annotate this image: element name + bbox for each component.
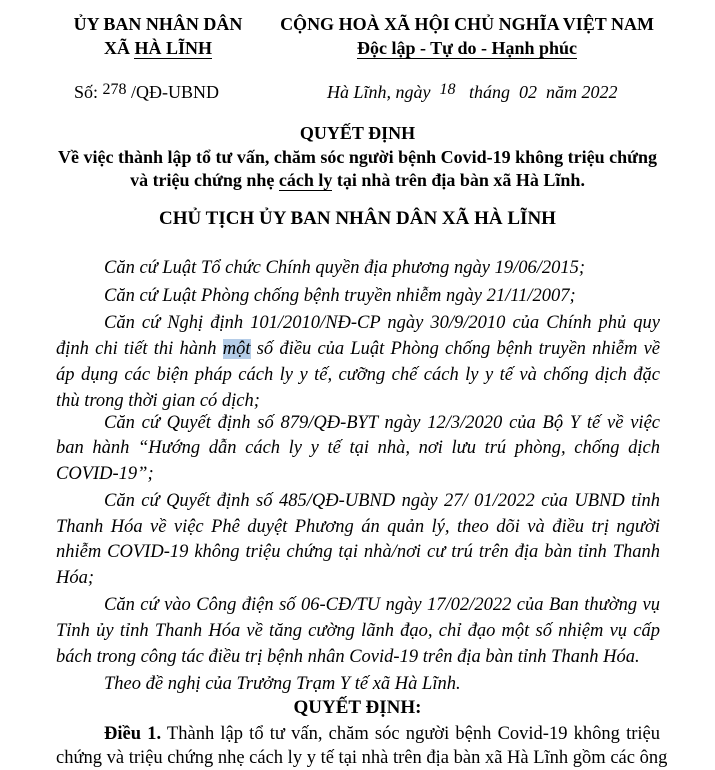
preamble-line-6: thù trong thời gian có dịch; — [56, 391, 260, 411]
preamble-line-7: Căn cứ Quyết định số 879/QĐ-BYT ngày 12/3/2020 của Bộ Y tế về việc — [104, 413, 660, 433]
preamble-line-3: Căn cứ Nghị định 101/2010/NĐ-CP ngày 30/9/2010 của Chính phủ quy — [104, 313, 660, 333]
preamble-line-8: ban hành “Hướng dẫn cách ly y tế tại nhà, nơi lưu trú phòng, chống dịch — [56, 438, 660, 458]
article-1-line-1 — [104, 722, 660, 746]
org-commune-name: HÀ LĨNH — [134, 38, 212, 58]
preamble-line-14: Căn cứ vào Công điện số 06-CĐ/TU ngày 17/02/2022 của Ban thường vụ — [104, 595, 660, 615]
document-date — [327, 82, 618, 103]
date-prefix: Hà Lĩnh, ngày — [327, 82, 431, 102]
preamble-line-5: áp dụng các biện pháp cách ly y tế, cưỡng chế cách ly y tế và chống dịch đặc — [56, 365, 660, 385]
subject-line2 — [0, 170, 715, 191]
preamble-line-17: Theo đề nghị của Trưởng Trạm Y tế xã Hà Lĩnh. — [104, 674, 461, 694]
so-number: 278 — [102, 81, 127, 98]
preamble-line-12: nhiễm COVID-19 không triệu chứng tại nhà/nơi cư trú trên địa bàn tỉnh Thanh — [56, 542, 660, 562]
nation-name: CỘNG HOÀ XÃ HỘI CHỦ NGHĨA VIỆT NAM — [280, 14, 654, 34]
org-name-line1: ỦY BAN NHÂN DÂN — [73, 14, 243, 34]
article-1-line-2: chứng và triệu chứng nhẹ cách ly y tế tại nhà trên địa bàn xã Hà Lĩnh gồm các ông — [56, 748, 668, 768]
so-label: Số: — [74, 82, 99, 102]
preamble-line-4b: số điều của Luật Phòng chống bệnh truyền nhiễm về — [250, 339, 660, 359]
preamble-line-1: Căn cứ Luật Tổ chức Chính quyền địa phương ngày 19/06/2015; — [104, 258, 586, 278]
highlighted-word: một — [222, 339, 251, 359]
preamble-line-2: Căn cứ Luật Phòng chống bệnh truyền nhiễm ngày 21/11/2007; — [104, 286, 576, 306]
subject-line1: Về việc thành lập tổ tư vấn, chăm sóc người bệnh Covid-19 không triệu chứng — [58, 147, 657, 167]
nation-motto-wrap — [272, 38, 662, 59]
preamble-line-4a: định chi tiết thi hành — [56, 339, 223, 359]
article-1-text-1: Thành lập tổ tư vấn, chăm sóc người bệnh Covid-19 không triệu — [161, 724, 660, 744]
decision-title: QUYẾT ĐỊNH — [299, 123, 416, 143]
preamble-line-13: Hóa; — [56, 568, 95, 588]
preamble-line-4 — [56, 337, 660, 361]
preamble-line-16: bách trong công tác điều trị bệnh nhân Covid-19 trên địa bàn tỉnh Thanh Hóa. — [56, 647, 640, 667]
subject-line2-c: tại nhà trên địa bàn xã Hà Lĩnh. — [332, 170, 585, 190]
date-rest: tháng 02 năm 2022 — [469, 82, 618, 102]
org-prefix: XÃ — [103, 38, 135, 58]
decision-heading: QUYẾT ĐỊNH: — [293, 697, 422, 718]
article-1-label: Điều 1. — [104, 724, 162, 744]
so-suffix: /QĐ-UBND — [131, 82, 220, 102]
preamble-line-9: COVID-19”; — [56, 464, 154, 484]
date-day: 18 — [439, 81, 456, 98]
org-name-line2 — [48, 38, 268, 59]
preamble-line-15: Tỉnh ủy tỉnh Thanh Hóa về tăng cường lãnh đạo, chỉ đạo một số nhiệm vụ cấp — [56, 621, 660, 641]
subject-line2-b: cách ly — [278, 170, 333, 190]
preamble-line-11: Thanh Hóa về việc Phê duyệt Phương án quản lý, theo dõi và điều trị người — [56, 517, 660, 537]
nation-motto: Độc lập - Tự do - Hạnh phúc — [356, 38, 578, 58]
subject-line2-a: và triệu chứng nhẹ — [130, 170, 279, 190]
document-number — [74, 82, 219, 103]
preamble-line-10: Căn cứ Quyết định số 485/QĐ-UBND ngày 27/ 01/2022 của UBND tỉnh — [104, 491, 660, 511]
issuing-authority: CHỦ TỊCH ỦY BAN NHÂN DÂN XÃ HÀ LĨNH — [159, 208, 556, 229]
